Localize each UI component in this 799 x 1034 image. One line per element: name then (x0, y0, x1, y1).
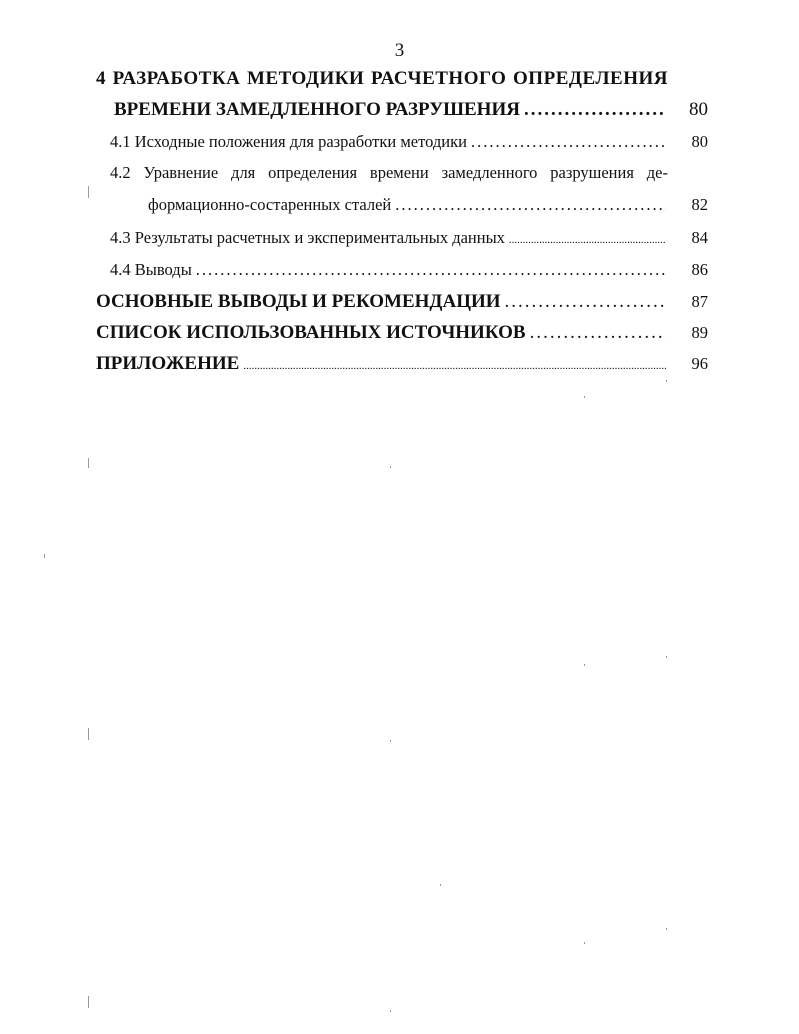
entry-title: 4.4 Выводы (110, 260, 192, 279)
scan-speck (44, 554, 45, 558)
heading-word: ОПРЕДЕЛЕНИЯ (513, 68, 668, 89)
chapter-4-heading-line1 (96, 64, 668, 94)
entry-word: времени (369, 163, 429, 182)
page-number: 3 (394, 40, 405, 61)
toc-entry-4-2-line2[interactable] (96, 188, 708, 222)
chapter-4-heading-line2[interactable] (96, 94, 708, 126)
scan-speck (88, 996, 89, 1008)
page-ref: 87 (691, 292, 708, 311)
heading-word: РАЗРАБОТКА (112, 68, 241, 89)
toc-entry-4-4[interactable] (96, 254, 708, 286)
dot-leader (196, 254, 666, 286)
dot-leader (505, 286, 666, 317)
entry-title: 4.1 Исходные положения для разработки методики (110, 132, 467, 151)
entry-word: определения (268, 163, 358, 182)
page-ref: 80 (689, 99, 708, 120)
dot-leader (509, 224, 666, 256)
entry-word: замедленного (441, 163, 538, 182)
entry-title: СПИСОК ИСПОЛЬЗОВАННЫХ ИСТОЧНИКОВ (96, 322, 526, 343)
page-ref: 84 (691, 228, 708, 247)
scan-speck (584, 942, 585, 944)
entry-title-continued: формационно-состаренных сталей (148, 195, 392, 214)
entry-word: де- (646, 163, 668, 182)
page-ref: 86 (691, 260, 708, 279)
heading-word: 4 (96, 68, 106, 89)
toc-entry-4-1[interactable] (96, 126, 708, 158)
scan-speck (88, 458, 89, 468)
page-ref: 80 (691, 132, 708, 151)
scan-speck (88, 186, 89, 198)
entry-title: ОСНОВНЫЕ ВЫВОДЫ И РЕКОМЕНДАЦИИ (96, 291, 501, 312)
table-of-contents (96, 64, 708, 379)
scan-speck (440, 884, 441, 886)
dot-leader (471, 126, 666, 158)
entry-title: 4.3 Результаты расчетных и экспериментальных данных (110, 228, 505, 247)
dot-leader (524, 94, 666, 126)
entry-word: для (231, 163, 256, 182)
page-ref: 96 (691, 354, 708, 373)
scan-speck (88, 728, 89, 740)
scan-speck (390, 1010, 391, 1012)
dot-leader (243, 351, 666, 382)
heading-word: МЕТОДИКИ (247, 68, 365, 89)
scan-speck (390, 740, 391, 742)
chapter-4-title: ВРЕМЕНИ ЗАМЕДЛЕННОГО РАЗРУШЕНИЯ (114, 99, 520, 120)
entry-word: Уравнение (143, 163, 219, 182)
scan-speck (584, 664, 585, 666)
entry-title: ПРИЛОЖЕНИЕ (96, 353, 240, 374)
dot-leader (530, 317, 666, 348)
scan-speck (666, 656, 667, 658)
entry-word: разрушения (550, 163, 634, 182)
scan-speck (584, 396, 585, 398)
dot-leader (395, 188, 666, 222)
toc-entry-4-2-line1[interactable] (96, 158, 668, 188)
toc-entry-appendix[interactable] (96, 348, 708, 379)
toc-entry-conclusions[interactable] (96, 286, 708, 317)
scan-speck (666, 928, 667, 930)
heading-word: РАСЧЕТНОГО (370, 68, 507, 89)
toc-entry-references[interactable] (96, 317, 708, 348)
toc-entry-4-3[interactable] (96, 222, 708, 254)
scan-speck (390, 466, 391, 468)
page-ref: 82 (691, 195, 708, 214)
page-ref: 89 (691, 323, 708, 342)
scan-speck (666, 380, 667, 382)
entry-word: 4.2 (110, 163, 131, 182)
